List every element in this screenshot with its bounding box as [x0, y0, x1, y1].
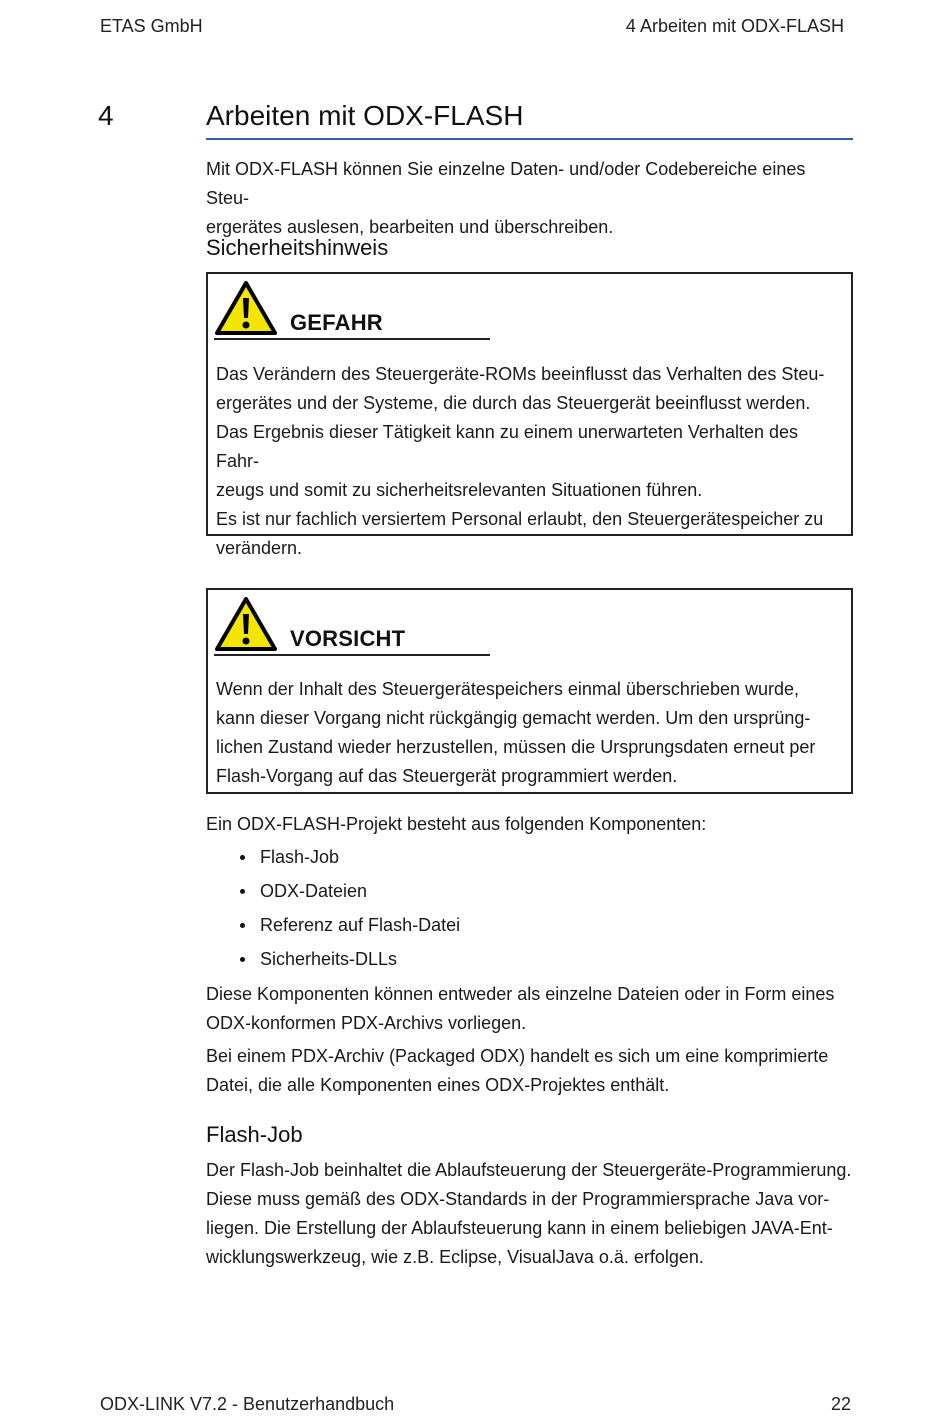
intro-line: ergerätes auslesen, bearbeiten und überschreiben. [206, 217, 614, 237]
flashjob-heading: Flash-Job [206, 1122, 303, 1147]
paragraph-line: Diese muss gemäß des ODX-Standards in der Programmiersprache Java vor- [206, 1189, 830, 1209]
chapter-title: Arbeiten mit ODX-FLASH [206, 100, 853, 140]
paragraph-line: ODX-konformen PDX-Archivs vorliegen. [206, 1013, 527, 1033]
footer-document-title: ODX-LINK V7.2 - Benutzerhandbuch [100, 1394, 395, 1414]
header-chapter: 4 Arbeiten mit ODX-FLASH [625, 16, 844, 36]
bullet-icon [240, 923, 245, 928]
paragraph-line: Bei einem PDX-Archiv (Packaged ODX) handelt es sich um eine komprimierte [206, 1046, 829, 1066]
danger-label: GEFAHR [290, 310, 383, 335]
caution-header [214, 596, 490, 656]
intro-paragraph [206, 155, 853, 242]
paragraph-line: liegen. Die Erstellung der Ablaufsteuerung kann in einem beliebigen JAVA-Ent- [206, 1218, 833, 1238]
danger-line: ergerätes und der Systeme, die durch das Steuergerät beeinflusst werden. [216, 393, 811, 413]
list-item-label: Referenz auf Flash-Datei [260, 915, 461, 935]
danger-header [214, 280, 490, 340]
caution-line: Flash-Vorgang auf das Steuergerät programmiert werden. [216, 766, 678, 786]
list-item-label: ODX-Dateien [260, 881, 368, 901]
danger-line: zeugs und somit zu sicherheitsrelevanten Situationen führen. [216, 480, 703, 500]
list-item-label: Sicherheits-DLLs [260, 949, 398, 969]
list-item-label: Flash-Job [260, 847, 340, 867]
footer-page-number: 22 [830, 1394, 851, 1414]
caution-line: kann dieser Vorgang nicht rückgängig gemacht werden. Um den ursprüng- [216, 708, 811, 728]
danger-line: Es ist nur fachlich versiertem Personal erlaubt, den Steuergerätespeicher zu [216, 509, 824, 529]
danger-text [216, 360, 843, 563]
header-company: ETAS GmbH [100, 16, 203, 36]
components-list [206, 840, 853, 976]
chapter-number: 4 [98, 100, 114, 131]
paragraph-line: Der Flash-Job beinhaltet die Ablaufsteuerung der Steuergeräte-Programmierung. [206, 1160, 852, 1180]
bullet-icon [240, 957, 245, 962]
components-intro [206, 810, 853, 839]
list-item [206, 908, 853, 942]
intro-line: Mit ODX-FLASH können Sie einzelne Daten- und/oder Codebereiche eines Steu- [206, 159, 806, 208]
paragraph-line: Diese Komponenten können entweder als einzelne Dateien oder in Form eines [206, 984, 835, 1004]
list-item [206, 840, 853, 874]
danger-line: verändern. [216, 538, 303, 558]
bullet-icon [240, 855, 245, 860]
flashjob-paragraph [206, 1156, 853, 1272]
danger-line: Das Verändern des Steuergeräte-ROMs beeinflusst das Verhalten des Steu- [216, 364, 825, 384]
caution-line: lichen Zustand wieder herzustellen, müssen die Ursprungsdaten erneut per [216, 737, 816, 757]
danger-box [206, 272, 853, 558]
caution-line: Wenn der Inhalt des Steuergerätespeichers einmal überschrieben wurde, [216, 679, 800, 699]
warning-triangle-icon [214, 596, 278, 652]
paragraph-line: Datei, die alle Komponenten eines ODX-Projektes enthält. [206, 1075, 670, 1095]
pdx-paragraph [206, 1042, 853, 1100]
safety-heading: Sicherheitshinweis [206, 235, 389, 260]
caution-label: VORSICHT [290, 626, 406, 651]
list-item [206, 874, 853, 908]
components-intro-text: Ein ODX-FLASH-Projekt besteht aus folgenden Komponenten: [206, 814, 707, 834]
caution-text [216, 675, 843, 791]
danger-line: Das Ergebnis dieser Tätigkeit kann zu einem unerwarteten Verhalten des Fahr- [216, 422, 799, 471]
bullet-icon [240, 889, 245, 894]
paragraph-line: wicklungswerkzeug, wie z.B. Eclipse, VisualJava o.ä. erfolgen. [206, 1247, 704, 1267]
caution-box [206, 588, 853, 794]
components-paragraph [206, 980, 853, 1038]
warning-triangle-icon [214, 280, 278, 336]
list-item [206, 942, 853, 976]
